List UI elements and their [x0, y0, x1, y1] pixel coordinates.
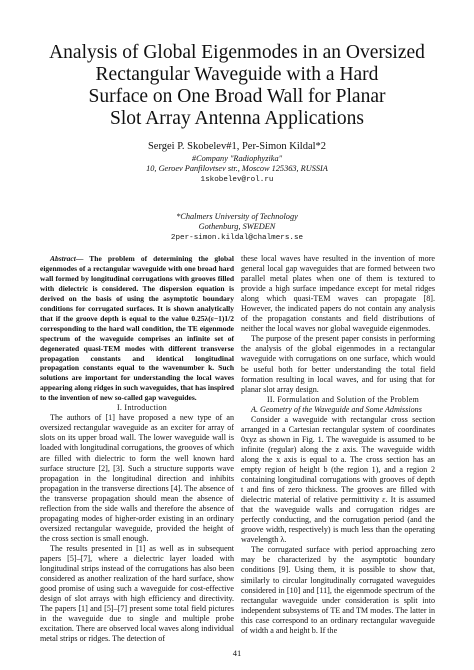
abstract-label: Abstract	[50, 254, 76, 263]
affiliation-name: *Chalmers University of Technology	[176, 212, 298, 221]
paragraph: these local waves have resulted in the invention of more general local gap waveguides that are formed between two parallel metal plates when one of them is textured to provide a high surface impedance except for metal ridges along which quasi-TEM waves can propagate [8]. However, the indicated papers do not contain any analysis of the propagation constants and field distributions of neither the local waves nor global waveguide eigenmodes.	[241, 254, 435, 334]
affiliation-city: Gothenburg, SWEDEN	[198, 222, 276, 232]
page-number: 41	[232, 648, 242, 658]
abstract-text: — The problem of determining the global eigenmodes of a rectangular waveguide with one broad hard wall formed by longitudinal corrugations with grooves filled with dielectric is considered. The dispersion equation is derived on the basis of using the asymptotic boundary conditions for corrugated surfaces. It is shown analytically that if the groove depth is equal to the value 0.25λ(ε−1)1/2 corresponding to the hard wall condition, the TE eigenmode spectrum of the waveguide comprises an infinite set of degenerated quasi-TEM modes with different transverse propagation constants and identical longitudinal propagation constants equal to the wavenumber k. Such solutions are important for understanding the local waves appearing along ridges in such waveguides, that has inspired to the invention of new so-called gap waveguides.	[40, 254, 234, 403]
paper-title	[40, 42, 434, 130]
affiliation-email: 2per-simon.kildal@chalmers.se	[170, 233, 304, 242]
title-line: Surface on One Broad Wall for Planar	[88, 86, 386, 107]
affiliation-email: 1skobelev@rol.ru	[200, 175, 274, 184]
paragraph: The purpose of the present paper consists in performing the analysis of the global eigenmodes in a rectangular waveguide with corrugations on one surface, which would be useful both for better understanding the total field formation resulting in local waves, and for using that for planar slot array design.	[241, 334, 435, 394]
left-column	[40, 254, 234, 644]
affiliation-address: 10, Geroev Panfilovtsev str., Moscow 125363, RUSSIA	[146, 164, 328, 174]
section-heading: I. Introduction	[116, 403, 168, 413]
author-list: Sergei P. Skobelev#1, Per-Simon Kildal*2	[147, 141, 327, 152]
title-line: Analysis of Global Eigenmodes in an Oversized	[49, 42, 425, 63]
paragraph: The results presented in [1] as well as in subsequent papers [5]–[7], where a dielectric layer loaded with longitudinal strips instead of the corrugations has also been considered as another realization of the hard surface, show good promise of using such a waveguide for cost-effective design of slot arrays with high efficiency and directivity. The papers [1] and [5]–[7] present some total field pictures in the waveguide due to single and multiple probe excitation. There are observed local waves along individual metal strips or ridges. The detection of	[40, 543, 234, 644]
section-heading: II. Formulation and Solution of the Problem	[266, 394, 420, 404]
subsection-heading: A. Geometry of the Waveguide and Some Admissions	[251, 404, 422, 414]
affiliation-name: #Company "Radiophyzika"	[191, 154, 283, 163]
paragraph: The authors of [1] have proposed a new type of an oversized rectangular waveguide as an exciter for array of slots on its upper broad wall. The lower waveguide wall is loaded with longitudinal corrugations, the grooves of which are filled with dielectric to form the well known hard surface structure [2], [3]. Such a structure supports wave propagation in the longitudinal direction and inhibits propagation in the transverse directions [4]. The absence of the transverse propagation should mean the absence of reflection from the side walls and therefore the absence of propagating modes of higher-order existing in an ordinary oversized rectangular waveguide, provided the height of the cross section is small enough.	[40, 413, 234, 543]
right-column	[241, 254, 435, 636]
paragraph: Consider a waveguide with rectangular cross section arranged in a Cartesian rectangular system of coordinates 0xyz as shown in Fig. 1. The waveguide is assumed to be infinite (regular) along the z axis. The waveguide width along the x axis is equal to a. The cross section has an empty region of height b (the region 1), and a region 2 containing longitudinal corrugations with grooves of depth t and fins of zero thickness. The grooves are filled with dielectric material of relative permittivity ε. It is assumed that the waveguide walls and corrugation ridges are perfectly conducting, and the corrugation period (and the groove width, respectively) is much less than the operating wavelength λ.	[241, 414, 435, 545]
paragraph: The corrugated surface with period approaching zero may be characterized by the asymptotic boundary conditions [9]. Using them, it is possible to show that, similarly to circular longitudinally corrugated waveguides considered in [10] and [11], the eigenmode spectrum of the rectangular waveguide under consideration is split into independent subsystems of TE and TM modes. The latter in this case correspond to an ordinary rectangular waveguide of width a and height b. If the	[241, 545, 435, 635]
title-line: Rectangular Waveguide with a Hard	[95, 64, 379, 85]
title-line: Slot Array Antenna Applications	[109, 108, 364, 129]
affiliation-university	[0, 212, 474, 243]
abstract	[40, 254, 234, 403]
affiliation-company	[0, 154, 474, 185]
